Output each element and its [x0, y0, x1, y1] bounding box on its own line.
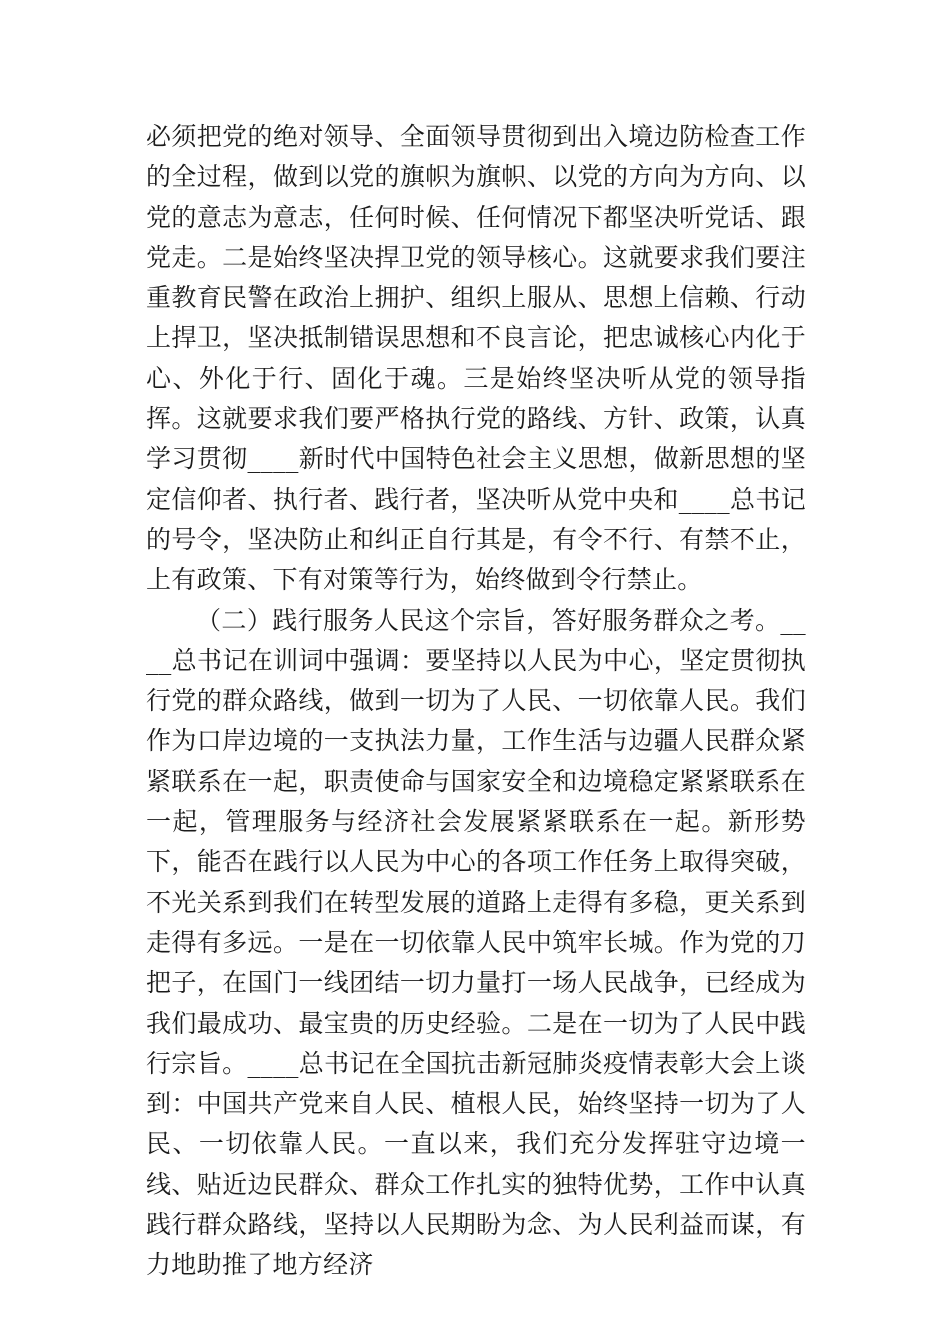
paragraph-serve-people: （二）践行服务人民这个宗旨，答好服务群众之考。____总书记在训词中强调：要坚持以人民为中心，坚定贯彻执行党的群众路线，做到一切为了人民、一切依靠人民。我们作为口岸边境的一支执法力量，工作生活与边疆人民群众紧紧联系在一起，职责使命与国家安全和边境稳定紧紧联系在一起，管理服务与经济社会发展紧紧联系在一起。新形势下，能否在践行以人民为中心的各项工作任务上取得突破，不光关系到我们在转型发展的道路上走得有多稳，更关系到走得有多远。一是在一切依靠人民中筑牢长城。作为党的刀把子，在国门一线团结一切力量打一场人民战争，已经成为我们最成功、最宝贵的历史经验。二是在一切为了人民中践行宗旨。____总书记在全国抗击新冠肺炎疫情表彰大会上谈到：中国共产党来自人民、植根人民，始终坚持一切为了人民、一切依靠人民。一直以来，我们充分发挥驻守边境一线、贴近边民群众、群众工作扎实的独特优势，工作中认真践行群众路线，坚持以人民期盼为念、为人民利益而谋，有力地助推了地方经济: [146, 605, 806, 1280]
paragraph-party-leadership: 必须把党的绝对领导、全面领导贯彻到出入境边防检查工作的全过程，做到以党的旗帜为旗帜、以党的方向为方向、以党的意志为意志，任何时候、任何情况下都坚决听党话、跟党走。二是始终坚决捍卫党的领导核心。这就要求我们要注重教育民警在政治上拥护、组织上服从、思想上信赖、行动上捍卫，坚决抵制错误思想和不良言论，把忠诚核心内化于心、外化于行、固化于魂。三是始终坚决听从党的领导指挥。这就要求我们要严格执行党的路线、方针、政策，认真学习贯彻____新时代中国特色社会主义思想，做新思想的坚定信仰者、执行者、践行者，坚决听从党中央和____总书记的号令，坚决防止和纠正自行其是，有令不行、有禁不止，上有政策、下有对策等行为，始终做到令行禁止。: [146, 122, 806, 595]
document-body: [146, 117, 806, 1286]
